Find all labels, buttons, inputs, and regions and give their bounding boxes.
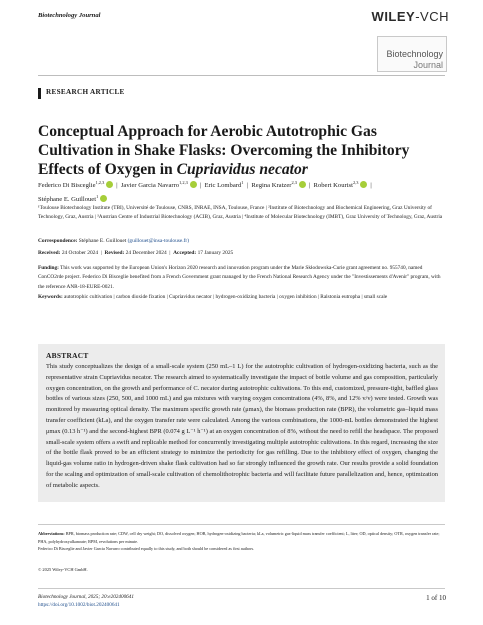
brand-line-1: Biotechnology [386, 49, 443, 59]
correspondence [38, 238, 189, 244]
author-name[interactable]: Robert Kourist [313, 182, 353, 190]
abbreviations-text: BPR, biomass production rate; CDW, cell dry weight; DO, dissolved oxygen; HOB, hydrogen-oxidizing bacteria; kLa, volumetric gas-liquid mass transfer coefficient; L, liter; OD, optical density; OTR, oxygen transfer rate; PHA, polyhydroxyalkanoate; RPM, revolutions per minute. [38, 531, 440, 544]
orcid-icon[interactable] [299, 181, 306, 188]
publisher-name: WILEY [371, 9, 416, 24]
accepted-label: Accepted: [173, 250, 197, 256]
running-journal-title: Biotechnology Journal [38, 12, 101, 19]
author-name[interactable]: Javier Garcia Navarro [120, 182, 180, 190]
received-date: 24 October 2024 [61, 250, 99, 256]
article-title [38, 122, 448, 179]
author-affil-ref: 1,2,3 [179, 180, 188, 185]
abbreviations [38, 530, 446, 546]
author-affil-ref: 1,2,3 [95, 180, 105, 185]
funding [38, 264, 448, 292]
revised-date: 24 December 2024 [125, 250, 167, 256]
header-divider [38, 75, 445, 76]
orcid-icon[interactable] [100, 195, 107, 202]
brand-line-2: Journal [413, 60, 443, 70]
author-affil-ref: 1 [241, 180, 244, 185]
author-affil-ref: 2,3 [352, 180, 359, 185]
copyright: © 2025 Wiley-VCH GmbH. [38, 567, 88, 572]
author-contribution-note: Federico Di Bisceglie and Javier Garcia Navarro contributed equally to this study, and both should be considered as first authors. [38, 546, 255, 551]
page-number: 1 of 10 [426, 594, 446, 602]
author-name[interactable]: Federico Di Bisceglie [38, 182, 96, 190]
section-marker [38, 88, 41, 99]
keywords-text: autotrophic cultivation | carbon dioxide fixation | Cupriavidus necator | hydrogen-oxidizing bacteria | oxygen inhibition | Ralstonia eutropha | small scale [64, 294, 388, 300]
correspondence-label: Correspondence: [38, 238, 78, 244]
orcid-icon[interactable] [106, 181, 113, 188]
accepted-date: 17 January 2025 [197, 250, 234, 256]
publisher-suffix: -VCH [415, 9, 449, 24]
orcid-icon[interactable] [360, 181, 367, 188]
title-text: Conceptual Approach for Aerobic Autotrophic Gas Cultivation in Shake Flasks: Overcoming the Inhibitory Effects of Oxygen in [38, 123, 410, 178]
doi-link[interactable]: https://doi.org/10.1002/biot.202400641 [38, 602, 120, 608]
funding-text: This work was supported by the European Union's Horizon 2020 research and innovation program under the Marie Skłodowska-Curie grant agreement no. 955740, named ConCO2rde project. Federico Di Bisceglie benefited from a French Government grant managed by the French National Research Agency under the "Investissements d'Avenir" program, with the reference ANR-18-EURE-0021. [38, 265, 441, 290]
author-name[interactable]: Stéphane E. Guillouet [38, 195, 97, 203]
article-type: RESEARCH ARTICLE [46, 88, 125, 96]
title-species: Cupriavidus necator [176, 161, 308, 178]
abstract-heading: ABSTRACT [46, 351, 89, 360]
abbreviations-label: Abbreviations: [38, 531, 65, 536]
publisher-logo [372, 9, 449, 24]
keywords-label: Keywords: [38, 294, 63, 300]
affiliations: ¹Toulouse Biotechnology Institute (TBI), Université de Toulouse, CNRS, INRAE, INSA, Toulouse, France | ²Institute of Biotechnology and Biochemical Engineering, Graz University of Technology, Graz, Austria | ³Austrian Centre of Industrial Biotechnology (ACIB), Graz, Austria | ⁴Institute of Molecular Biotechnology (IMBT), Graz University of Technology, Graz, Austria [38, 205, 443, 221]
footer-citation: Biotechnology Journal, 2025; 20:e202400641 [38, 594, 134, 600]
footer-divider [38, 588, 445, 589]
funding-label: Funding: [38, 265, 59, 271]
author-list: Federico Di Bisceglie$^{1,2,3}$ | Javier Garcia Navarro$^{1,2,3}$ | Eric Lombard$^1$ | Regina Kratzer$^{2,3}$ | Robert Kourist$^{2,3}$ | Stéphane E. Guillouet$^1$ [38, 180, 372, 203]
abstract-divider [38, 524, 445, 525]
author-name[interactable]: Regina Kratzer [251, 182, 292, 190]
abstract-body: This study conceptualizes the design of a small-scale system (250 mL–1 L) for the autotrophic cultivation of hydrogen-oxidizing bacteria, such as the representative strain Cupriavidus necator. The research aimed to systematically investigate the impact of bottle volume and gas composition, particularly oxygen concentration, on the growth and performance of C. necator during autotrophic cultivations. To this end, customized, pressure-tight, baffled glass bottles of various sizes (250, 500, and 1000 mL) and gas mixtures with varying oxygen concentrations (4%, 8%, and 12% v/v) were tested. Growth was monitored by measuring optical density. The maximum specific growth rate (μmax), the biomass production rate (BPR), the volumetric gas–liquid mass transfer coefficient (kLa), and the oxygen transfer rate were calculated. Among the various combinations, the 1000-mL bottles demonstrated the highest μmax (0.13 h⁻¹) and the second-highest BPR (0.074 g L⁻¹ h⁻¹) at an oxygen concentration of 8%, without the need to refill the headspace. The proposed small-scale system offers a swift and replicable method for concurrently investigating multiple autotrophic cultivations. In this regard, increasing the size of the bottle flask proved to be an efficient strategy to minimize the periodicity for gas refilling. Due to the inhibitory effect of oxygen, changing the liquid-gas volume ratio in hydrogen-driven shake flask cultivation had so far strongly influenced the growth rate. Our results provide a solid foundation for the scaling and optimization of small-scale cultivation of chemolithotrophic bacteria and will facilitate future parallelization and, hence, optimization of metabolic aspects. [46, 363, 438, 489]
author-name[interactable]: Eric Lombard [204, 182, 242, 190]
correspondence-name: Stéphane E. Guillouet [78, 238, 127, 244]
revised-label: Revised: [104, 250, 125, 256]
received-label: Received: [38, 250, 61, 256]
correspondence-email-link[interactable]: (guillouet@insa-toulouse.fr) [127, 238, 190, 244]
article-dates: Received: 24 October 2024 | Revised: 24 December 2024 | Accepted: 17 January 2025 [38, 250, 234, 256]
orcid-icon[interactable] [190, 181, 197, 188]
author-affil-ref: 1 [96, 193, 99, 199]
keywords [38, 293, 448, 302]
author-affil-ref: 2,3 [291, 180, 297, 185]
